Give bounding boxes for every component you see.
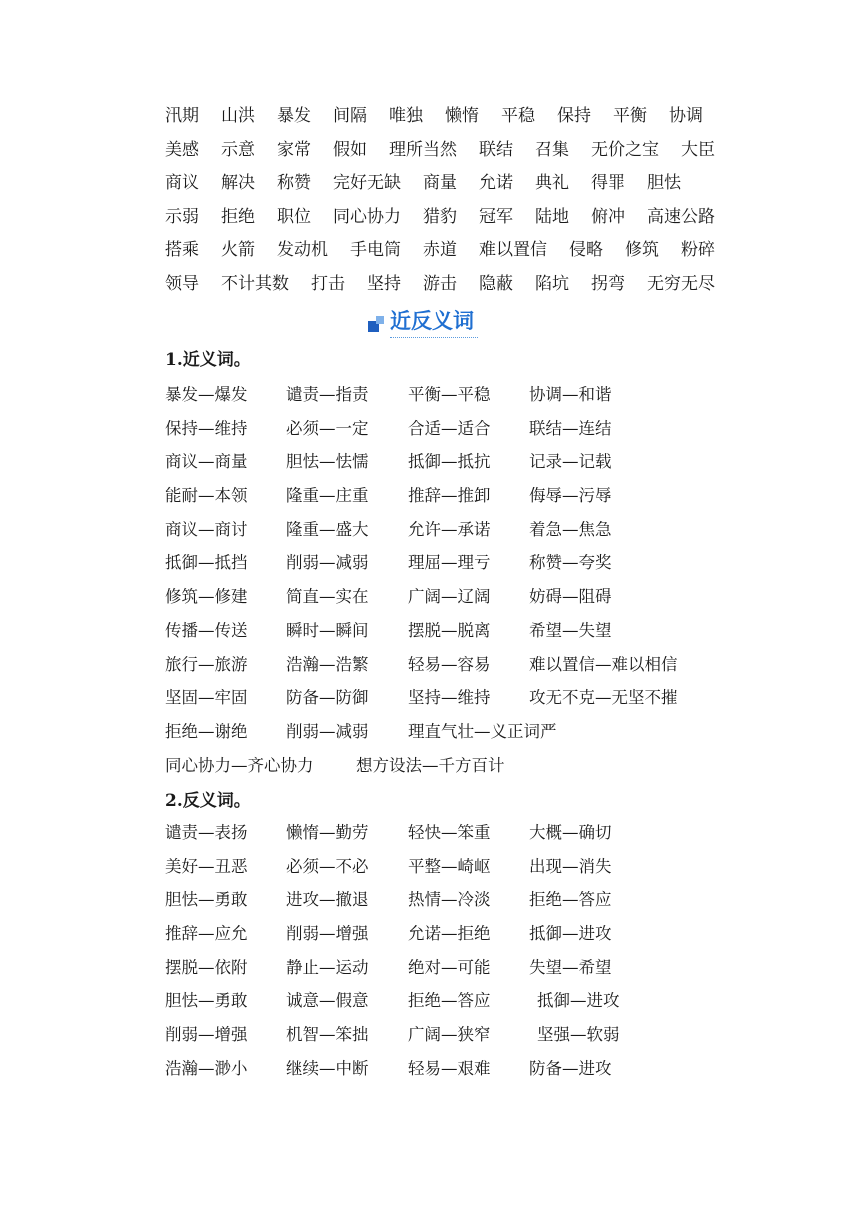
word-pair: 胆怯—勇敢	[165, 991, 248, 1011]
word-pair: 削弱—减弱	[286, 553, 369, 573]
word-pair: 拒绝—谢绝	[165, 721, 248, 741]
vocab-word: 称赞	[277, 173, 311, 194]
word-pair: 坚强—软弱	[537, 1025, 620, 1045]
word-pair: 大概—确切	[529, 823, 612, 842]
word-pair: 削弱—减弱	[286, 721, 369, 741]
vocab-word: 联结	[479, 139, 513, 160]
word-pair: 失望—希望	[529, 957, 612, 977]
word-pair: 谴责—表扬	[165, 823, 248, 842]
vocab-row	[165, 134, 825, 168]
vocab-word: 解决	[221, 173, 255, 194]
word-pair: 广阔—辽阔	[408, 587, 491, 607]
vocab-word: 大臣	[681, 139, 715, 160]
vocab-row	[165, 268, 825, 302]
word-pair: 摆脱—依附	[165, 957, 248, 977]
pair-row	[165, 513, 845, 547]
vocab-word: 暴发	[277, 106, 311, 126]
pair-row	[165, 445, 845, 479]
vocab-word: 职位	[277, 206, 311, 227]
pair-row	[165, 648, 845, 682]
word-pair: 隆重—庄重	[286, 486, 369, 506]
word-pair: 拒绝—答应	[529, 890, 612, 910]
word-pair: 浩瀚—渺小	[165, 1058, 248, 1078]
word-pair: 防备—进攻	[529, 1058, 612, 1078]
pair-row	[165, 580, 845, 614]
word-pair: 传播—传送	[165, 620, 248, 640]
word-pair: 记录—记载	[529, 452, 612, 472]
word-pair: 轻易—容易	[408, 654, 491, 674]
vocab-word: 示弱	[165, 206, 199, 227]
vocab-word: 打击	[311, 273, 345, 294]
vocab-row	[165, 167, 825, 201]
vocab-word: 商议	[165, 173, 199, 194]
word-pair: 胆怯—怯懦	[286, 452, 369, 472]
vocab-word: 粉碎	[681, 240, 715, 261]
vocab-word: 懒惰	[445, 106, 479, 126]
word-pair: 轻易—艰难	[408, 1058, 491, 1078]
word-pair: 必须—不必	[286, 856, 369, 876]
antonyms-heading: 2.反义词。	[165, 791, 251, 811]
pair-row	[165, 1018, 845, 1052]
vocab-word: 难以置信	[479, 240, 547, 261]
vocab-word: 拒绝	[221, 206, 255, 227]
word-pair: 必须—一定	[286, 418, 369, 438]
vocab-word: 无穷无尽	[647, 273, 715, 294]
vocab-word: 搭乘	[165, 240, 199, 261]
pair-row	[165, 951, 845, 985]
vocab-word: 商量	[423, 173, 457, 194]
pair-row	[165, 715, 845, 749]
vocab-word: 陷坑	[535, 273, 569, 294]
word-pair: 商议—商量	[165, 452, 248, 472]
vocab-word: 领导	[165, 273, 199, 294]
pair-row	[165, 850, 845, 884]
vocab-word: 典礼	[535, 173, 569, 194]
word-pair: 瞬时—瞬间	[286, 620, 369, 640]
word-pair: 削弱—增强	[165, 1025, 248, 1045]
word-pair: 继续—中断	[286, 1058, 369, 1078]
vocab-word: 游击	[423, 273, 457, 294]
word-pair: 允许—承诺	[408, 519, 491, 539]
vocab-word: 间隔	[333, 106, 367, 126]
pair-row	[165, 984, 845, 1018]
vocab-word: 陆地	[535, 206, 569, 227]
vocab-word: 胆怯	[647, 173, 681, 194]
word-pair: 暴发—爆发	[165, 385, 248, 404]
word-pair: 美好—丑恶	[165, 856, 248, 876]
word-pair: 出现—消失	[529, 856, 612, 876]
word-pair: 广阔—狭窄	[408, 1025, 491, 1045]
word-pair: 允诺—拒绝	[408, 924, 491, 944]
word-pair: 简直—实在	[286, 587, 369, 607]
pair-row	[165, 816, 845, 850]
word-pair: 懒惰—勤劳	[286, 823, 369, 842]
vocab-word: 高速公路	[647, 206, 715, 227]
word-pair: 合适—适合	[408, 418, 491, 438]
vocab-word: 猎豹	[423, 206, 457, 227]
word-pair: 摆脱—脱离	[408, 620, 491, 640]
pair-row	[165, 412, 845, 446]
banner-square-icon	[368, 316, 386, 334]
pair-row	[165, 546, 845, 580]
vocab-word: 允诺	[479, 173, 513, 194]
word-pair: 坚持—维持	[408, 688, 491, 708]
word-pair: 坚固—牢固	[165, 688, 248, 708]
vocab-word: 赤道	[423, 240, 457, 261]
word-pair: 平整—崎岖	[408, 856, 491, 876]
vocab-word: 侵略	[569, 240, 603, 261]
vocab-word: 保持	[557, 106, 591, 126]
vocab-word: 得罪	[591, 173, 625, 194]
pair-row	[165, 479, 845, 513]
word-pair: 浩瀚—浩繁	[286, 654, 369, 674]
word-pair: 旅行—旅游	[165, 654, 248, 674]
word-pair: 联结—连结	[529, 418, 612, 438]
vocab-word: 坚持	[367, 273, 401, 294]
vocab-word: 唯独	[389, 106, 423, 126]
word-pair: 侮辱—污辱	[529, 486, 612, 506]
vocab-word: 不计其数	[221, 273, 289, 294]
word-pair: 理屈—理亏	[408, 553, 491, 573]
vocab-word: 修筑	[625, 240, 659, 261]
word-pair: 希望—失望	[529, 620, 612, 640]
word-pair: 抵御—抵抗	[408, 452, 491, 472]
word-pair: 拒绝—答应	[408, 991, 491, 1011]
vocab-row	[165, 201, 825, 235]
word-pair: 难以置信—难以相信	[529, 654, 678, 674]
word-pair: 轻快—笨重	[408, 823, 491, 842]
pair-row	[165, 749, 845, 783]
word-pair: 推辞—应允	[165, 924, 248, 944]
vocab-word: 汛期	[165, 106, 199, 126]
vocab-word: 无价之宝	[591, 139, 659, 160]
word-pair: 胆怯—勇敢	[165, 890, 248, 910]
vocab-word: 协调	[669, 106, 703, 126]
vocab-row	[165, 100, 825, 134]
word-pair: 防备—防御	[286, 688, 369, 708]
word-pair: 抵御—进攻	[529, 924, 612, 944]
word-pair: 抵御—进攻	[537, 991, 620, 1011]
word-pair: 修筑—修建	[165, 587, 248, 607]
word-pair: 商议—商讨	[165, 519, 248, 539]
word-pair: 抵御—抵挡	[165, 553, 248, 573]
pair-row	[165, 378, 845, 412]
vocab-word: 俯冲	[591, 206, 625, 227]
word-pair: 平衡—平稳	[408, 385, 491, 404]
vocab-word: 平稳	[501, 106, 535, 126]
word-pair: 着急—焦急	[529, 519, 612, 539]
vocab-word: 假如	[333, 139, 367, 160]
banner-title: 近反义词	[390, 305, 478, 338]
word-pair: 削弱—增强	[286, 924, 369, 944]
word-pair: 妨碍—阻碍	[529, 587, 612, 607]
vocab-word: 火箭	[221, 240, 255, 261]
vocab-word: 手电筒	[350, 240, 401, 261]
vocab-word: 隐蔽	[479, 273, 513, 294]
word-pair: 理直气壮—义正词严	[408, 721, 557, 741]
word-pair: 机智—笨拙	[286, 1025, 369, 1045]
word-pair: 推辞—推卸	[408, 486, 491, 506]
word-pair: 进攻—撤退	[286, 890, 369, 910]
vocab-word: 理所当然	[389, 139, 457, 160]
synonyms-heading: 1.近义词。	[165, 350, 251, 370]
vocab-word: 召集	[535, 139, 569, 160]
vocabulary-list	[165, 100, 825, 302]
antonyms-list	[165, 816, 845, 1086]
word-pair: 热情—冷淡	[408, 890, 491, 910]
pair-row	[165, 917, 845, 951]
section-banner	[368, 305, 478, 337]
vocab-word: 冠军	[479, 206, 513, 227]
vocab-word: 山洪	[221, 106, 255, 126]
word-pair: 诚意—假意	[286, 991, 369, 1011]
word-pair: 谴责—指责	[286, 385, 369, 404]
word-pair: 协调—和谐	[529, 385, 612, 404]
vocab-word: 示意	[221, 139, 255, 160]
word-pair: 保持—维持	[165, 418, 248, 438]
vocab-word: 同心协力	[333, 206, 401, 227]
word-pair: 同心协力—齐心协力	[165, 755, 314, 775]
vocab-word: 平衡	[613, 106, 647, 126]
vocab-word: 完好无缺	[333, 173, 401, 194]
vocab-word: 发动机	[277, 240, 328, 261]
synonyms-list	[165, 378, 845, 782]
word-pair: 攻无不克—无坚不摧	[529, 688, 678, 708]
pair-row	[165, 1052, 845, 1086]
vocab-word: 家常	[277, 139, 311, 160]
vocab-word: 美感	[165, 139, 199, 160]
vocab-row	[165, 234, 825, 268]
word-pair: 静止—运动	[286, 957, 369, 977]
vocab-word: 拐弯	[591, 273, 625, 294]
pair-row	[165, 883, 845, 917]
word-pair: 隆重—盛大	[286, 519, 369, 539]
pair-row	[165, 681, 845, 715]
word-pair: 称赞—夸奖	[529, 553, 612, 573]
pair-row	[165, 614, 845, 648]
word-pair: 能耐—本领	[165, 486, 248, 506]
word-pair: 绝对—可能	[408, 957, 491, 977]
word-pair: 想方设法—千方百计	[356, 755, 505, 775]
